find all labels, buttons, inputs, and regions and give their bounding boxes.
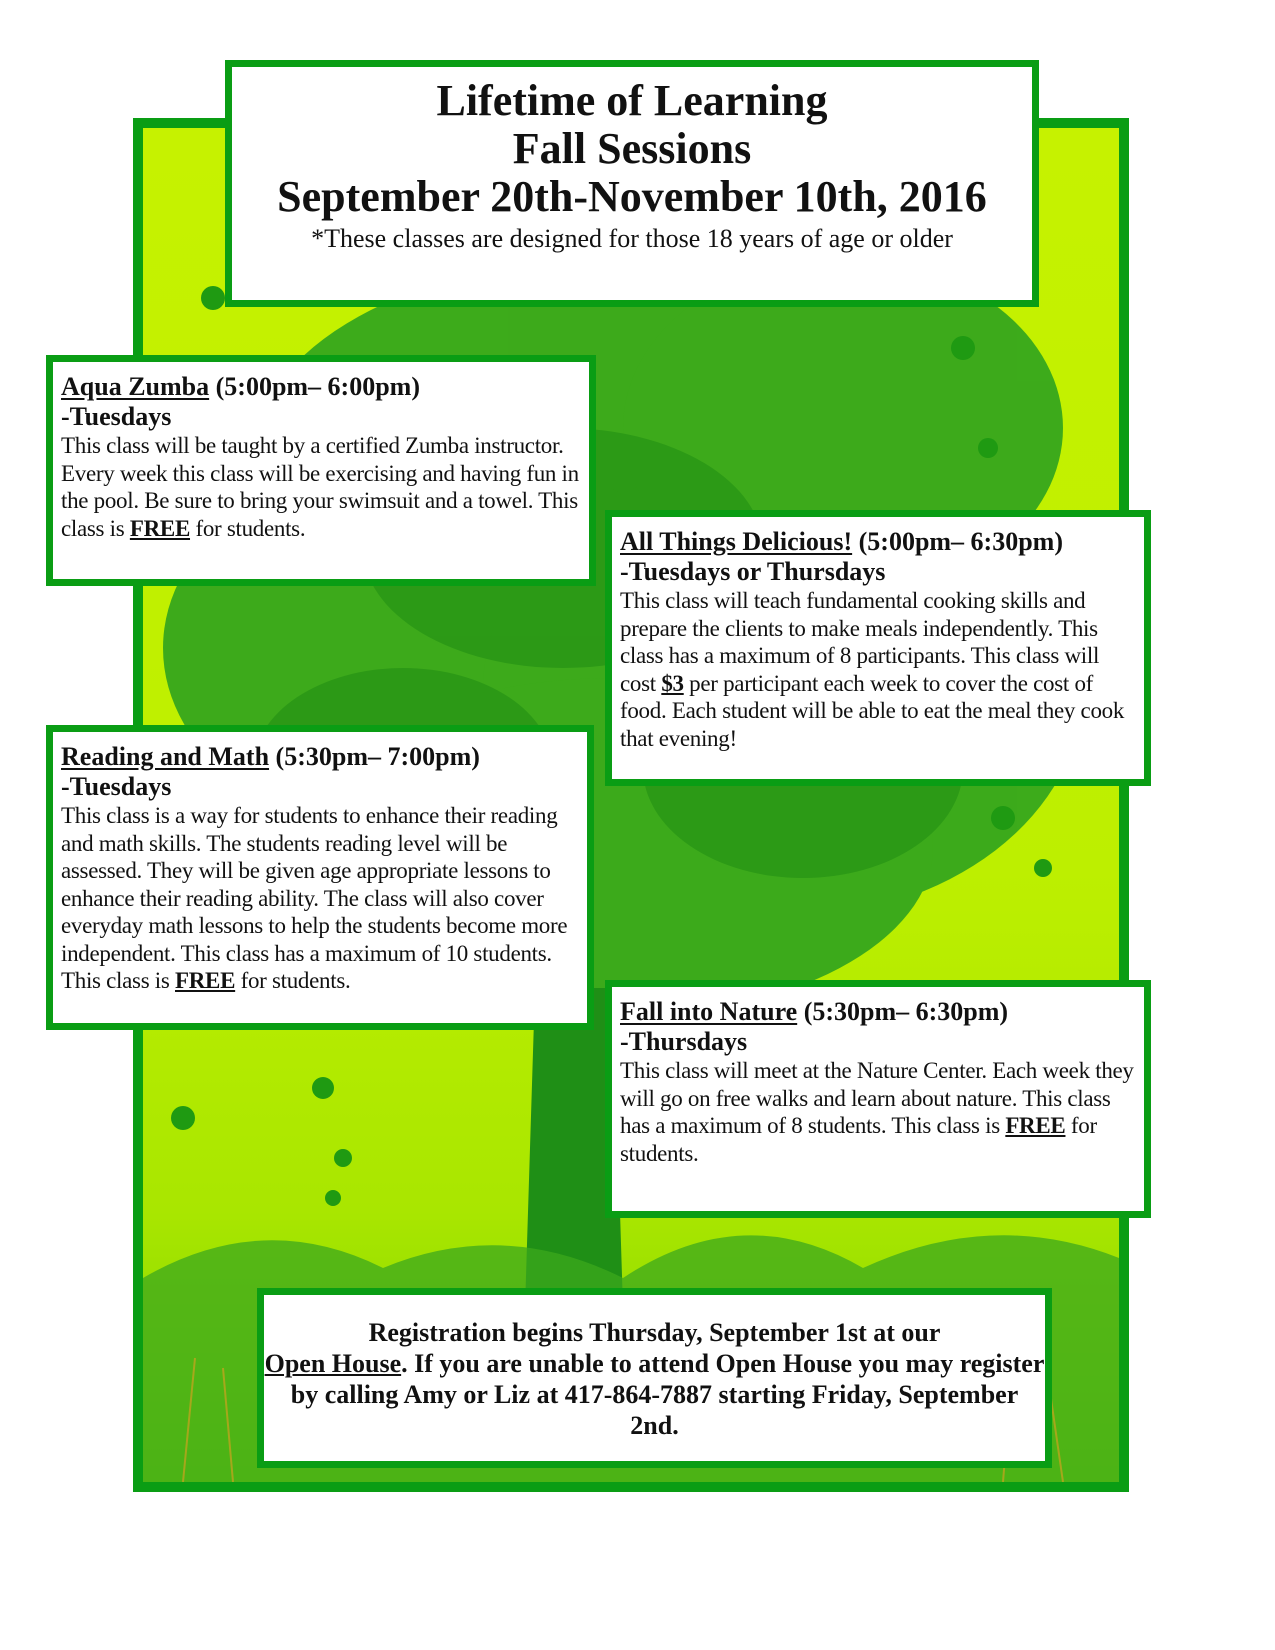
class-card-reading-and-math [46,725,594,1030]
class-description [61,432,581,542]
class-day: -Thursdays [620,1027,748,1056]
description-text-end: per participant each week to cover the cost of food. Each student will be able to eat the meal they cook that evening! [620,670,1125,751]
page-subtitle: Fall Sessions [512,124,752,173]
description-text-end: for students. [620,1113,1097,1166]
registration-box [257,1288,1052,1468]
class-time: (5:00pm– 6:30pm) [852,527,1063,556]
class-name: Aqua Zumba [61,372,210,401]
description-text: This class will meet at the Nature Center. Each week they will go on free walks and learn about nature. This class has a maximum of 8 students. This class is [620,1058,1134,1138]
class-card-fall-into-nature [605,980,1151,1218]
class-time: (5:30pm– 6:30pm) [797,997,1009,1026]
description-text-end: for students. [235,968,351,993]
open-house-link: Open House [264,1349,402,1378]
class-day: -Tuesdays [61,772,172,801]
class-day: -Tuesdays [61,402,172,431]
class-description [620,587,1136,752]
class-heading [620,997,1136,1027]
class-heading [61,742,579,772]
page-title: Lifetime of Learning [436,76,828,125]
session-dates: September 20th-November 10th, 2016 [277,172,987,221]
class-description [61,802,579,995]
title-box [225,60,1039,307]
class-name: All Things Delicious! [620,527,853,556]
description-text-end: for students. [190,515,306,541]
class-card-aqua-zumba [46,355,596,586]
class-heading [620,527,1136,557]
price-highlight: FREE [175,968,236,993]
description-text: This class will teach fundamental cooking skills and prepare the clients to make meals independently. This class has a maximum of 8 participants. This class will cost [620,588,1100,696]
price-highlight: FREE [1005,1113,1066,1138]
class-day: -Tuesdays or Thursdays [620,557,886,586]
price-highlight: FREE [129,515,191,541]
description-text: This class is a way for students to enhance their reading and math skills. The students reading level will be assessed. They will be given age appropriate lessons to enhance their reading ability. The class will also cover everyday math lessons to help the students become more independent. This class has a maximum of 10 students. This class is [61,803,568,993]
class-name: Fall into Nature [620,997,798,1026]
price-highlight: $3 [661,670,684,696]
class-time: (5:30pm– 7:00pm) [269,742,480,771]
registration-line-2 [264,1348,1045,1441]
class-card-all-things-delicious [605,510,1151,786]
registration-text: . If you are unable to attend Open House you may register by calling Amy or Liz at 417-864-7887 starting Friday, September 2nd. [290,1349,1045,1440]
description-text: This class will be taught by a certified Zumba instructor. Every week this class will be exercising and having fun in the pool. Be sure to bring your swimsuit and a towel. This class is [61,433,579,541]
age-note: *These classes are designed for those 18 years of age or older [311,224,953,253]
class-name: Reading and Math [61,742,270,771]
class-description [620,1057,1136,1167]
class-time: (5:00pm– 6:00pm) [209,372,420,401]
class-heading [61,372,581,402]
registration-line-1: Registration begins Thursday, September 1st at our [368,1318,941,1347]
